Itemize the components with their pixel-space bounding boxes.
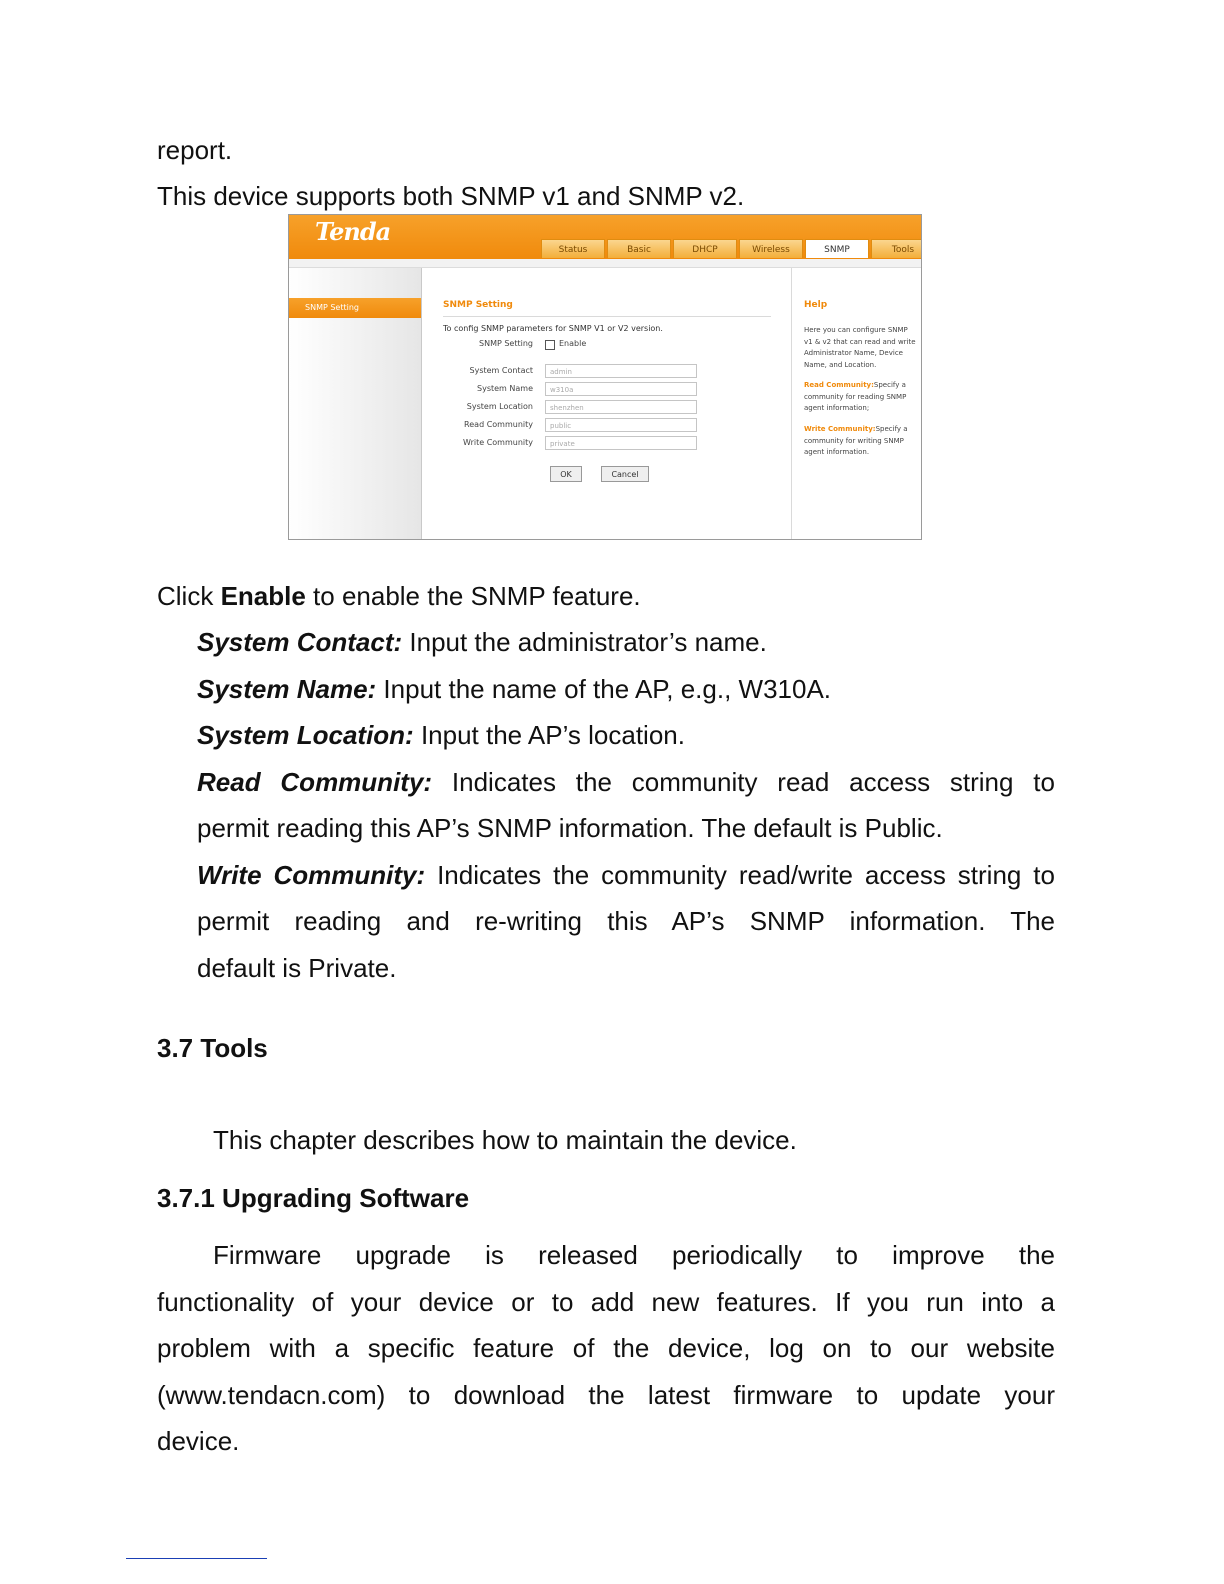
item-read-community-line1	[197, 759, 1055, 805]
help-read-text: Specify a community for reading SNMP agent information;	[804, 381, 907, 412]
system-name-term: System Name:	[197, 674, 377, 704]
system-contact-label: System Contact	[469, 366, 533, 375]
tab-dhcp[interactable]: DHCP	[673, 239, 737, 258]
tenda-logo: Tenda	[315, 217, 391, 246]
help-read-key: Read Community:	[804, 381, 874, 389]
system-name-desc: Input the name of the AP, e.g., W310A.	[376, 674, 832, 704]
click-post: to enable the SNMP feature.	[305, 581, 641, 611]
footnote-divider	[126, 1558, 267, 1559]
cancel-button[interactable]: Cancel	[601, 466, 649, 482]
item-write-community-line2: permit reading and re-writing this AP’s SNMP information. The	[197, 906, 1055, 936]
paragraph-click-enable	[157, 573, 641, 619]
item-write-community-line3: default is Private.	[197, 953, 397, 983]
system-contact-input[interactable]: admin	[545, 364, 697, 378]
item-write-community-line1	[197, 852, 1055, 898]
system-name-input[interactable]: w310a	[545, 382, 697, 396]
item-system-name	[197, 666, 831, 712]
system-name-label: System Name	[477, 384, 533, 393]
help-title: Help	[804, 300, 828, 310]
read-community-label: Read Community	[464, 420, 533, 429]
system-location-term: System Location:	[197, 720, 414, 750]
sub-strip	[289, 259, 921, 268]
divider	[443, 316, 771, 317]
paragraph-firmware-line2: functionality of your device or to add new features. If you run into a	[157, 1287, 1055, 1317]
system-location-desc: Input the AP’s location.	[413, 720, 685, 750]
snmp-settings-screenshot	[288, 214, 922, 540]
read-community-term: Read Community:	[197, 767, 433, 797]
paragraph-firmware-line3: problem with a specific feature of the device, log on to our website	[157, 1333, 1055, 1363]
ok-button[interactable]: OK	[550, 466, 582, 482]
system-contact-term: System Contact:	[197, 627, 403, 657]
item-system-location	[197, 712, 685, 758]
item-read-community-line2: permit reading this AP’s SNMP information. The default is Public.	[197, 813, 943, 843]
nav-tabs	[541, 239, 922, 258]
read-community-desc: Indicates the community read access string to	[432, 767, 1055, 797]
top-banner	[289, 215, 921, 259]
click-pre: Click	[157, 581, 221, 611]
settings-panel	[425, 268, 789, 539]
write-community-label: Write Community	[463, 438, 533, 447]
section-title: SNMP Setting	[443, 300, 513, 310]
enable-checkbox[interactable]	[545, 340, 555, 350]
write-community-term: Write Community:	[197, 860, 426, 890]
section-description: To config SNMP parameters for SNMP V1 or V2 version.	[443, 324, 663, 333]
paragraph-report: report.	[157, 135, 233, 165]
snmp-setting-label: SNMP Setting	[479, 339, 533, 348]
enable-term: Enable	[220, 581, 306, 611]
paragraph-firmware-line5: device.	[157, 1426, 240, 1456]
help-write-text: Specify a community for writing SNMP agent information.	[804, 425, 908, 456]
help-write-community	[804, 424, 916, 459]
tab-status[interactable]: Status	[541, 239, 605, 258]
enable-label: Enable	[559, 339, 587, 348]
help-read-community	[804, 380, 916, 415]
system-location-label: System Location	[466, 402, 533, 411]
paragraph-tools-intro: This chapter describes how to maintain the device.	[213, 1125, 797, 1155]
tab-snmp[interactable]: SNMP	[805, 239, 869, 258]
tab-wireless[interactable]: Wireless	[739, 239, 803, 258]
help-intro: Here you can configure SNMP v1 & v2 that can read and write Administrator Name, Device Name, and Location.	[804, 326, 916, 369]
item-system-contact	[197, 619, 767, 665]
tab-tools[interactable]: Tools	[871, 239, 922, 258]
tab-basic[interactable]: Basic	[607, 239, 671, 258]
system-location-input[interactable]: shenzhen	[545, 400, 697, 414]
write-community-input[interactable]: private	[545, 436, 697, 450]
paragraph-snmp-support: This device supports both SNMP v1 and SNMP v2.	[157, 181, 745, 211]
paragraph-firmware-line4: (www.tendacn.com) to download the latest firmware to update your	[157, 1380, 1055, 1410]
write-community-desc: Indicates the community read/write access string to	[425, 860, 1055, 890]
help-write-key: Write Community:	[804, 425, 876, 433]
paragraph-firmware-line1: Firmware upgrade is released periodically to improve the	[213, 1240, 1055, 1270]
help-panel	[791, 268, 922, 539]
heading-3-7-1-upgrading-software: 3.7.1 Upgrading Software	[157, 1183, 470, 1213]
sidebar	[289, 268, 422, 539]
sidebar-item-snmp-setting[interactable]: SNMP Setting	[289, 298, 421, 318]
read-community-input[interactable]: public	[545, 418, 697, 432]
heading-3-7-tools: 3.7 Tools	[157, 1033, 268, 1063]
system-contact-desc: Input the administrator’s name.	[402, 627, 767, 657]
